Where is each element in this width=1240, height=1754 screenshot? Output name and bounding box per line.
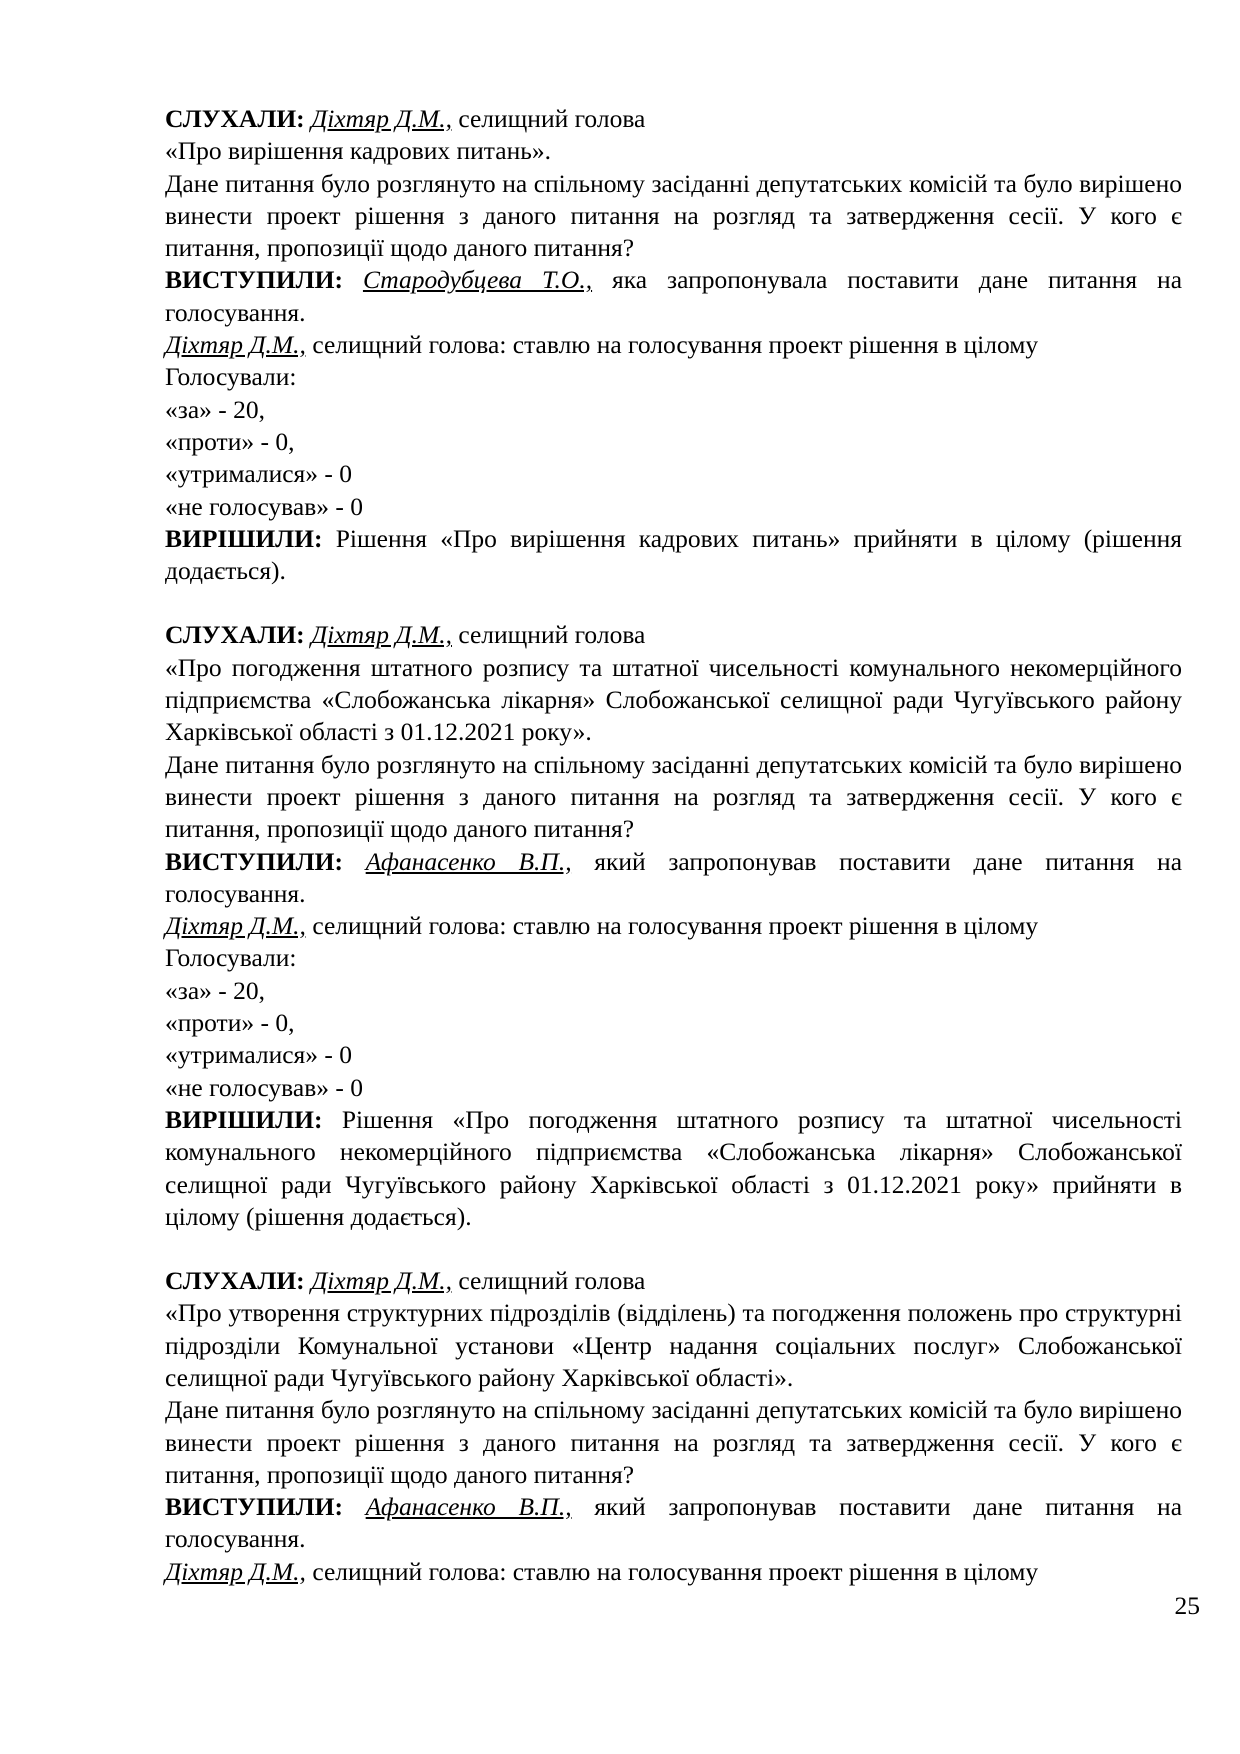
- decided-text: Рішення «Про вирішення кадрових питань» прийняти в цілому (рішення додається).: [165, 523, 1182, 586]
- head-speaker: Діхтяр Д.М.,: [165, 330, 306, 360]
- agenda-item-1: [165, 103, 1182, 587]
- head-line: [165, 329, 1182, 361]
- heard-label: СЛУХАЛИ:: [165, 1266, 305, 1296]
- heard-line: [165, 619, 1182, 651]
- spoke-speaker: Стародубцева Т.О.,: [362, 265, 593, 295]
- head-text: селищний голова: ставлю на голосування проект рішення в цілому: [312, 330, 1039, 360]
- vote-abstain: «утрималися» - 0: [165, 459, 353, 489]
- vote-against: «проти» - 0,: [165, 1008, 295, 1038]
- spoke-label: ВИСТУПИЛИ:: [165, 1492, 343, 1522]
- head-line: [165, 1556, 1182, 1588]
- heard-role: селищний голова: [458, 1266, 646, 1296]
- heard-label: СЛУХАЛИ:: [165, 620, 305, 650]
- heard-line: [165, 1265, 1182, 1297]
- head-text: селищний голова: ставлю на голосування проект рішення в цілому: [312, 911, 1039, 941]
- decided-line: [165, 523, 1182, 588]
- head-speaker: Діхтяр Д.М.,: [165, 911, 306, 941]
- document-page: [165, 103, 1182, 1620]
- heard-line: [165, 103, 1182, 135]
- vote-none: «не голосував» - 0: [165, 491, 363, 521]
- head-text: селищний голова: ставлю на голосування проект рішення в цілому: [312, 1556, 1039, 1586]
- spoke-line: [165, 846, 1182, 911]
- heard-label: СЛУХАЛИ:: [165, 104, 305, 133]
- decided-label: ВИРІШИЛИ:: [165, 523, 323, 553]
- spoke-text: яка запропонувала поставити дане питання на голосування.: [165, 265, 1183, 327]
- intro-text: Дане питання було розглянуто на спільному засіданні депутатських комісій та було вирішено винести проект рішення з даного питання на розгляд та затвердження сесії. У кого є питання, пропозиції щодо даного питання?: [165, 168, 1182, 263]
- heard-speaker: Діхтяр Д.М.,: [311, 104, 452, 133]
- vote-against: «проти» - 0,: [165, 426, 295, 456]
- spoke-speaker: Афанасенко В.П.,: [365, 1492, 572, 1522]
- head-line: [165, 910, 1182, 942]
- heard-speaker: Діхтяр Д.М.,: [311, 1266, 452, 1296]
- topic: «Про вирішення кадрових питань».: [165, 136, 551, 166]
- spoke-text: який запропонував поставити дане питання на голосування.: [165, 1492, 1183, 1554]
- intro-text: Дане питання було розглянуто на спільному засіданні депутатських комісій та було вирішено винести проект рішення з даного питання на розгляд та затвердження сесії. У кого є питання, пропозиції щодо даного питання?: [165, 1395, 1182, 1489]
- spoke-label: ВИСТУПИЛИ:: [165, 846, 343, 876]
- spoke-text: який запропонував поставити дане питання на голосування.: [165, 846, 1183, 908]
- heard-role: селищний голова: [458, 104, 646, 133]
- heard-speaker: Діхтяр Д.М.,: [311, 620, 452, 650]
- votes-label: Голосували:: [165, 362, 297, 392]
- intro-text: Дане питання було розглянуто на спільному засіданні депутатських комісій та було вирішено винести проект рішення з даного питання на розгляд та затвердження сесії. У кого є питання, пропозиції щодо даного питання?: [165, 749, 1182, 844]
- spoke-line: [165, 264, 1182, 329]
- page-number: 25: [1174, 1591, 1200, 1620]
- vote-none: «не голосував» - 0: [165, 1072, 363, 1102]
- topic: «Про утворення структурних підрозділів (відділень) та погодження положень про структурні підрозділи Комунальної установи «Центр надання соціальних послуг» Слобожанської селищної ради Чугуївського району Харківської області».: [165, 1298, 1182, 1392]
- decided-label: ВИРІШИЛИ:: [165, 1104, 323, 1134]
- vote-for: «за» - 20,: [165, 394, 266, 424]
- agenda-item-3: [165, 1265, 1182, 1588]
- vote-abstain: «утрималися» - 0: [165, 1040, 353, 1070]
- spoke-label: ВИСТУПИЛИ:: [165, 265, 343, 295]
- heard-role: селищний голова: [458, 620, 646, 650]
- decided-line: [165, 1104, 1182, 1233]
- topic: «Про погодження штатного розпису та штатної чисельності комунального некомерційного підприємства «Слобожанська лікарня» Слобожанської селищної ради Чугуївського району Харківської області з 01.12.2021 року».: [165, 652, 1182, 747]
- votes-label: Голосували:: [165, 943, 297, 973]
- spoke-speaker: Афанасенко В.П.,: [365, 846, 572, 876]
- decided-text: Рішення «Про погодження штатного розпису та штатної чисельності комунального некомерційного підприємства «Слобожанська лікарня» Слобожанської селищної ради Чугуївського району Харківської області з 01.12.2021 року» прийняти в цілому (рішення додається).: [165, 1104, 1183, 1231]
- head-speaker: Діхтяр Д.М.,: [165, 1556, 306, 1586]
- agenda-item-2: [165, 619, 1182, 1233]
- spoke-line: [165, 1491, 1182, 1556]
- vote-for: «за» - 20,: [165, 975, 266, 1005]
